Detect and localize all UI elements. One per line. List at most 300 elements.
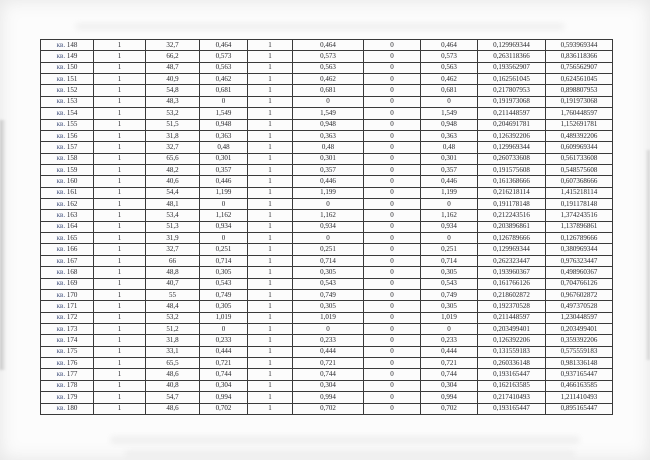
data-cell: 66,2 bbox=[146, 51, 200, 62]
data-cell: 0,233 bbox=[293, 335, 364, 346]
data-cell: 0,203499401 bbox=[546, 323, 613, 334]
data-cell: 1 bbox=[248, 369, 293, 380]
data-cell: 1 bbox=[94, 119, 146, 130]
data-cell: 0,573 bbox=[293, 51, 364, 62]
data-cell: 1 bbox=[94, 142, 146, 153]
data-cell: 1 bbox=[94, 358, 146, 369]
row-label-prefix: кв. bbox=[56, 290, 67, 299]
row-label-cell bbox=[41, 289, 94, 300]
data-cell: 53,2 bbox=[146, 312, 200, 323]
data-cell: 1 bbox=[248, 233, 293, 244]
data-cell: 0,304 bbox=[200, 380, 248, 391]
row-label-prefix: кв. bbox=[56, 313, 67, 322]
data-cell: 1,211410493 bbox=[546, 392, 613, 403]
data-cell: 0,217410493 bbox=[478, 392, 546, 403]
table-row bbox=[41, 346, 613, 357]
table-row bbox=[41, 335, 613, 346]
row-label-cell bbox=[41, 369, 94, 380]
row-label-cell bbox=[41, 130, 94, 141]
data-cell: 1 bbox=[248, 358, 293, 369]
data-cell: 1 bbox=[248, 312, 293, 323]
data-cell: 51,5 bbox=[146, 119, 200, 130]
data-cell: 32,7 bbox=[146, 142, 200, 153]
data-cell: 0,233 bbox=[421, 335, 478, 346]
data-cell: 0,948 bbox=[421, 119, 478, 130]
data-cell: 0 bbox=[293, 323, 364, 334]
row-label-cell bbox=[41, 267, 94, 278]
data-cell: 0,462 bbox=[421, 74, 478, 85]
data-cell: 0,193562907 bbox=[478, 62, 546, 73]
data-cell: 0,233 bbox=[200, 335, 248, 346]
data-cell: 0,129969344 bbox=[478, 142, 546, 153]
row-label-number: 151 bbox=[66, 74, 78, 83]
row-label-cell bbox=[41, 199, 94, 210]
table-row bbox=[41, 85, 613, 96]
row-label-cell bbox=[41, 392, 94, 403]
table-row bbox=[41, 221, 613, 232]
data-cell: 0 bbox=[364, 40, 421, 51]
data-cell: 1,415218114 bbox=[546, 187, 613, 198]
row-label-number: 171 bbox=[66, 301, 78, 310]
data-cell: 51,2 bbox=[146, 323, 200, 334]
data-cell: 0,497370528 bbox=[546, 301, 613, 312]
data-cell: 1,549 bbox=[293, 108, 364, 119]
row-label-number: 150 bbox=[66, 63, 78, 72]
data-cell: 0,744 bbox=[421, 369, 478, 380]
data-cell: 0,934 bbox=[421, 221, 478, 232]
data-cell: 0 bbox=[364, 187, 421, 198]
data-cell: 31,8 bbox=[146, 130, 200, 141]
row-label-cell bbox=[41, 312, 94, 323]
data-cell: 1 bbox=[248, 164, 293, 175]
data-cell: 1 bbox=[248, 210, 293, 221]
data-cell: 48,6 bbox=[146, 369, 200, 380]
data-cell: 0 bbox=[364, 164, 421, 175]
data-cell: 54,4 bbox=[146, 187, 200, 198]
data-cell: 65,6 bbox=[146, 153, 200, 164]
data-cell: 0,193960367 bbox=[478, 267, 546, 278]
data-cell: 1 bbox=[248, 119, 293, 130]
data-cell: 0,305 bbox=[200, 301, 248, 312]
data-cell: 1 bbox=[94, 51, 146, 62]
data-cell: 0,681 bbox=[200, 85, 248, 96]
row-label-prefix: кв. bbox=[56, 381, 67, 390]
data-cell: 1 bbox=[248, 199, 293, 210]
row-label-prefix: кв. bbox=[56, 279, 67, 288]
data-cell: 0,548575608 bbox=[546, 164, 613, 175]
data-cell: 0,301 bbox=[293, 153, 364, 164]
row-label-prefix: кв. bbox=[56, 188, 67, 197]
data-cell: 0,260733608 bbox=[478, 153, 546, 164]
data-cell: 0,714 bbox=[421, 255, 478, 266]
row-label-number: 163 bbox=[66, 211, 78, 220]
data-cell: 0 bbox=[364, 119, 421, 130]
row-label-prefix: кв. bbox=[56, 199, 67, 208]
row-label-number: 178 bbox=[66, 381, 78, 390]
data-cell: 1 bbox=[94, 323, 146, 334]
table-row bbox=[41, 164, 613, 175]
data-cell: 1,162 bbox=[200, 210, 248, 221]
data-cell: 33,1 bbox=[146, 346, 200, 357]
row-label-number: 165 bbox=[66, 233, 78, 242]
data-cell: 0,563 bbox=[293, 62, 364, 73]
data-cell: 1 bbox=[248, 96, 293, 107]
data-cell: 1,199 bbox=[421, 187, 478, 198]
data-cell: 1 bbox=[248, 392, 293, 403]
table-row bbox=[41, 187, 613, 198]
data-cell: 0,301 bbox=[200, 153, 248, 164]
data-cell: 0,204691781 bbox=[478, 119, 546, 130]
data-cell: 48,7 bbox=[146, 62, 200, 73]
row-label-number: 179 bbox=[66, 392, 78, 401]
row-label-prefix: кв. bbox=[56, 176, 67, 185]
data-cell: 0 bbox=[364, 85, 421, 96]
data-cell: 0,749 bbox=[293, 289, 364, 300]
table-row bbox=[41, 255, 613, 266]
data-cell: 1 bbox=[248, 244, 293, 255]
table-row bbox=[41, 403, 613, 415]
data-cell: 0,462 bbox=[200, 74, 248, 85]
row-label-number: 173 bbox=[66, 324, 78, 333]
row-label-prefix: кв. bbox=[56, 336, 67, 345]
data-cell: 0,994 bbox=[293, 392, 364, 403]
data-cell: 1 bbox=[248, 176, 293, 187]
table-row bbox=[41, 278, 613, 289]
data-cell: 0,191973068 bbox=[478, 96, 546, 107]
row-label-number: 154 bbox=[66, 108, 78, 117]
data-cell: 0,744 bbox=[200, 369, 248, 380]
row-label-prefix: кв. bbox=[56, 233, 67, 242]
row-label-cell bbox=[41, 335, 94, 346]
data-cell: 0,607368666 bbox=[546, 176, 613, 187]
data-cell: 0,203896861 bbox=[478, 221, 546, 232]
data-cell: 0,263118366 bbox=[478, 51, 546, 62]
data-cell: 0,976323447 bbox=[546, 255, 613, 266]
data-cell: 0,218602872 bbox=[478, 289, 546, 300]
row-label-prefix: кв. bbox=[56, 165, 67, 174]
data-cell: 1 bbox=[94, 153, 146, 164]
data-cell: 1 bbox=[248, 51, 293, 62]
row-label-number: 153 bbox=[66, 97, 78, 106]
table-row bbox=[41, 210, 613, 221]
data-cell: 1 bbox=[94, 369, 146, 380]
row-label-number: 167 bbox=[66, 256, 78, 265]
data-cell: 1 bbox=[94, 244, 146, 255]
data-cell: 0,304 bbox=[293, 380, 364, 391]
row-label-prefix: кв. bbox=[56, 86, 67, 95]
data-cell: 0,251 bbox=[200, 244, 248, 255]
data-cell: 0,304 bbox=[421, 380, 478, 391]
data-cell: 0,216218114 bbox=[478, 187, 546, 198]
data-cell: 0,446 bbox=[200, 176, 248, 187]
scan-artifact bbox=[75, 23, 565, 30]
row-label-number: 156 bbox=[66, 131, 78, 140]
data-cell: 0,446 bbox=[421, 176, 478, 187]
data-cell: 1 bbox=[248, 380, 293, 391]
data-cell: 0 bbox=[364, 358, 421, 369]
data-cell: 0 bbox=[200, 199, 248, 210]
data-cell: 1 bbox=[94, 96, 146, 107]
data-cell: 0,563 bbox=[200, 62, 248, 73]
data-cell: 1 bbox=[94, 289, 146, 300]
scan-artifact bbox=[110, 436, 580, 444]
data-cell: 0 bbox=[293, 233, 364, 244]
row-label-number: 157 bbox=[66, 142, 78, 151]
data-cell: 1 bbox=[248, 187, 293, 198]
data-cell: 1 bbox=[94, 62, 146, 73]
data-cell: 0,756562907 bbox=[546, 62, 613, 73]
row-label-number: 149 bbox=[66, 52, 78, 61]
data-cell: 0,126789666 bbox=[546, 233, 613, 244]
data-cell: 1,230448597 bbox=[546, 312, 613, 323]
table-row bbox=[41, 130, 613, 141]
row-label-prefix: кв. bbox=[56, 40, 67, 49]
data-cell: 0,934 bbox=[200, 221, 248, 232]
data-cell: 0 bbox=[364, 221, 421, 232]
data-cell: 1 bbox=[248, 323, 293, 334]
data-cell: 0 bbox=[364, 346, 421, 357]
data-cell: 0 bbox=[364, 301, 421, 312]
data-cell: 1 bbox=[94, 335, 146, 346]
data-cell: 0 bbox=[364, 233, 421, 244]
data-cell: 0,162163585 bbox=[478, 380, 546, 391]
row-label-number: 180 bbox=[66, 404, 78, 413]
row-label-prefix: кв. bbox=[56, 142, 67, 151]
data-cell: 0,444 bbox=[421, 346, 478, 357]
data-cell: 0,563 bbox=[421, 62, 478, 73]
data-cell: 0,305 bbox=[200, 267, 248, 278]
data-cell: 1 bbox=[94, 403, 146, 415]
data-cell: 1 bbox=[94, 380, 146, 391]
data-cell: 0,126392206 bbox=[478, 335, 546, 346]
data-cell: 0,191973068 bbox=[546, 96, 613, 107]
data-cell: 0,749 bbox=[421, 289, 478, 300]
data-cell: 1,162 bbox=[421, 210, 478, 221]
table-row bbox=[41, 323, 613, 334]
data-cell: 0 bbox=[421, 96, 478, 107]
data-cell: 0 bbox=[200, 233, 248, 244]
row-label-cell bbox=[41, 142, 94, 153]
data-cell: 0,129969344 bbox=[478, 244, 546, 255]
data-cell: 0 bbox=[364, 255, 421, 266]
row-label-cell bbox=[41, 380, 94, 391]
data-cell: 0 bbox=[364, 403, 421, 415]
data-cell: 0,702 bbox=[200, 403, 248, 415]
data-cell: 48,3 bbox=[146, 96, 200, 107]
data-cell: 1 bbox=[248, 108, 293, 119]
data-cell: 0 bbox=[364, 335, 421, 346]
data-cell: 0 bbox=[293, 199, 364, 210]
row-label-number: 176 bbox=[66, 358, 78, 367]
data-cell: 0,721 bbox=[421, 358, 478, 369]
data-cell: 0,749 bbox=[200, 289, 248, 300]
data-cell: 0 bbox=[421, 233, 478, 244]
data-cell: 1 bbox=[248, 289, 293, 300]
row-label-number: 174 bbox=[66, 336, 78, 345]
data-cell: 0,561733608 bbox=[546, 153, 613, 164]
data-cell: 0,363 bbox=[293, 130, 364, 141]
data-cell: 0,721 bbox=[293, 358, 364, 369]
data-cell: 0 bbox=[364, 392, 421, 403]
data-cell: 0,162561045 bbox=[478, 74, 546, 85]
data-cell: 0 bbox=[364, 199, 421, 210]
row-label-cell bbox=[41, 153, 94, 164]
data-cell: 1,549 bbox=[421, 108, 478, 119]
data-cell: 0,126789666 bbox=[478, 233, 546, 244]
row-label-prefix: кв. bbox=[56, 392, 67, 401]
data-cell: 1,152691781 bbox=[546, 119, 613, 130]
data-cell: 0,211448597 bbox=[478, 312, 546, 323]
data-cell: 1 bbox=[248, 40, 293, 51]
row-label-cell bbox=[41, 403, 94, 415]
table-row bbox=[41, 358, 613, 369]
data-cell: 0,573 bbox=[421, 51, 478, 62]
row-label-number: 172 bbox=[66, 313, 78, 322]
data-cell: 54,7 bbox=[146, 392, 200, 403]
data-cell: 1 bbox=[94, 199, 146, 210]
data-cell: 1 bbox=[248, 142, 293, 153]
data-cell: 0,702 bbox=[293, 403, 364, 415]
data-cell: 0,191178148 bbox=[478, 199, 546, 210]
data-cell: 0 bbox=[200, 323, 248, 334]
data-cell: 0,464 bbox=[293, 40, 364, 51]
data-cell: 0,464 bbox=[200, 40, 248, 51]
row-label-cell bbox=[41, 323, 94, 334]
row-label-cell bbox=[41, 108, 94, 119]
row-label-prefix: кв. bbox=[56, 256, 67, 265]
data-cell: 0 bbox=[364, 51, 421, 62]
data-cell: 0,444 bbox=[200, 346, 248, 357]
data-cell: 65,5 bbox=[146, 358, 200, 369]
data-cell: 1 bbox=[94, 312, 146, 323]
data-cell: 0,251 bbox=[421, 244, 478, 255]
row-label-number: 170 bbox=[66, 290, 78, 299]
row-label-cell bbox=[41, 85, 94, 96]
row-label-prefix: кв. bbox=[56, 154, 67, 163]
data-cell: 0,937165447 bbox=[546, 369, 613, 380]
table-row bbox=[41, 51, 613, 62]
data-cell: 0,444 bbox=[293, 346, 364, 357]
data-cell: 1 bbox=[248, 335, 293, 346]
data-cell: 0 bbox=[364, 176, 421, 187]
data-cell: 0,948 bbox=[200, 119, 248, 130]
table-row bbox=[41, 153, 613, 164]
data-cell: 53,4 bbox=[146, 210, 200, 221]
data-cell: 54,8 bbox=[146, 85, 200, 96]
data-cell: 40,6 bbox=[146, 176, 200, 187]
data-cell: 1 bbox=[94, 108, 146, 119]
row-label-cell bbox=[41, 346, 94, 357]
row-label-number: 148 bbox=[66, 40, 78, 49]
row-label-number: 168 bbox=[66, 267, 78, 276]
data-cell: 0,217807953 bbox=[478, 85, 546, 96]
data-cell: 0,681 bbox=[421, 85, 478, 96]
row-label-number: 158 bbox=[66, 154, 78, 163]
data-cell: 0 bbox=[421, 199, 478, 210]
data-cell: 1 bbox=[94, 210, 146, 221]
row-label-prefix: кв. bbox=[56, 131, 67, 140]
data-cell: 1 bbox=[94, 164, 146, 175]
row-label-prefix: кв. bbox=[56, 301, 67, 310]
row-label-cell bbox=[41, 301, 94, 312]
data-cell: 0 bbox=[364, 289, 421, 300]
data-cell: 0,934 bbox=[293, 221, 364, 232]
data-cell: 1 bbox=[248, 267, 293, 278]
row-label-prefix: кв. bbox=[56, 404, 67, 413]
data-cell: 1,137896861 bbox=[546, 221, 613, 232]
data-cell: 1,374243516 bbox=[546, 210, 613, 221]
data-cell: 1 bbox=[248, 403, 293, 415]
table-row bbox=[41, 392, 613, 403]
data-cell: 0,251 bbox=[293, 244, 364, 255]
row-label-number: 162 bbox=[66, 199, 78, 208]
data-cell: 1 bbox=[94, 85, 146, 96]
data-cell: 0,948 bbox=[293, 119, 364, 130]
data-cell: 0 bbox=[364, 210, 421, 221]
data-cell: 0,211448597 bbox=[478, 108, 546, 119]
data-cell: 0,305 bbox=[421, 301, 478, 312]
data-cell: 0,203499401 bbox=[478, 323, 546, 334]
data-cell: 1 bbox=[94, 221, 146, 232]
data-cell: 0,714 bbox=[293, 255, 364, 266]
row-label-number: 159 bbox=[66, 165, 78, 174]
data-cell: 0,357 bbox=[421, 164, 478, 175]
row-label-cell bbox=[41, 176, 94, 187]
data-cell: 31,9 bbox=[146, 233, 200, 244]
data-cell: 55 bbox=[146, 289, 200, 300]
row-label-cell bbox=[41, 210, 94, 221]
data-cell: 0,593969344 bbox=[546, 40, 613, 51]
table-row bbox=[41, 40, 613, 51]
table-row bbox=[41, 108, 613, 119]
data-cell: 0,721 bbox=[200, 358, 248, 369]
data-cell: 1 bbox=[94, 255, 146, 266]
data-cell: 0,192370528 bbox=[478, 301, 546, 312]
data-cell: 0,744 bbox=[293, 369, 364, 380]
table-row bbox=[41, 312, 613, 323]
data-cell: 0,462 bbox=[293, 74, 364, 85]
data-cell: 0,994 bbox=[421, 392, 478, 403]
data-cell: 48,6 bbox=[146, 403, 200, 415]
table-row bbox=[41, 96, 613, 107]
table-row bbox=[41, 176, 613, 187]
data-cell: 0,464 bbox=[421, 40, 478, 51]
data-cell: 0,994 bbox=[200, 392, 248, 403]
row-label-prefix: кв. bbox=[56, 358, 67, 367]
data-cell: 0,48 bbox=[200, 142, 248, 153]
row-label-cell bbox=[41, 164, 94, 175]
data-cell: 0,898807953 bbox=[546, 85, 613, 96]
table-row bbox=[41, 233, 613, 244]
data-cell: 0,301 bbox=[421, 153, 478, 164]
data-cell: 40,8 bbox=[146, 380, 200, 391]
row-label-cell bbox=[41, 62, 94, 73]
data-cell: 1 bbox=[248, 278, 293, 289]
row-label-cell bbox=[41, 74, 94, 85]
data-cell: 1 bbox=[248, 74, 293, 85]
data-cell: 0,305 bbox=[293, 267, 364, 278]
data-cell: 48,1 bbox=[146, 199, 200, 210]
data-cell: 1 bbox=[94, 392, 146, 403]
row-label-number: 169 bbox=[66, 279, 78, 288]
row-label-number: 177 bbox=[66, 370, 78, 379]
data-cell: 0,193165447 bbox=[478, 403, 546, 415]
data-cell: 0 bbox=[421, 323, 478, 334]
data-cell: 0,48 bbox=[293, 142, 364, 153]
row-label-cell bbox=[41, 187, 94, 198]
data-cell: 0,129969344 bbox=[478, 40, 546, 51]
data-cell: 1 bbox=[248, 153, 293, 164]
